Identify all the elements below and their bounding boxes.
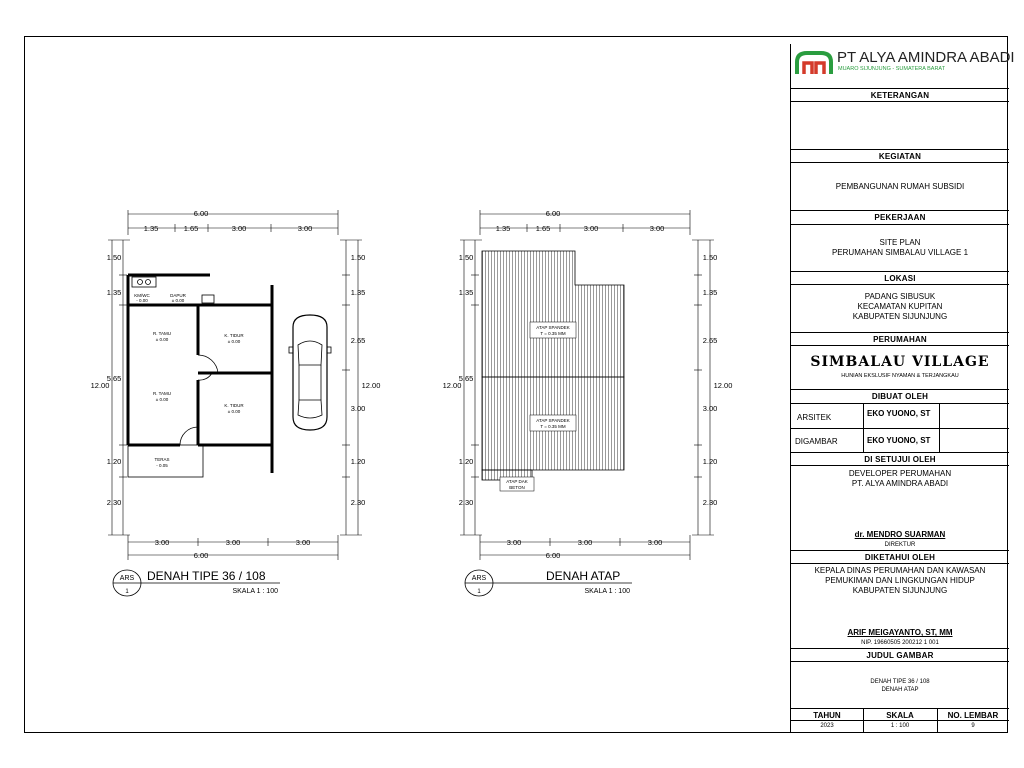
diketahui-label: DIKETAHUI OLEH bbox=[864, 553, 936, 562]
room-family-label: R. TAMU bbox=[152, 391, 172, 396]
skala-label: SKALA bbox=[886, 711, 914, 720]
kadis-name: ARIF MEIGAYANTO, ST, MM bbox=[847, 628, 953, 637]
roof-dim-left-1: 1.50 bbox=[458, 253, 474, 262]
pekerjaan-line1: SITE PLAN bbox=[879, 238, 921, 247]
room-bed2-level: ± 0.00 bbox=[227, 409, 241, 414]
roof-dim-left-4: 1.20 bbox=[458, 457, 474, 466]
lokasi-line3: KABUPATEN SIJUNJUNG bbox=[852, 312, 948, 321]
plan-tag: ARS bbox=[119, 575, 135, 582]
skala-value: 1 : 100 bbox=[890, 723, 910, 729]
company-name: PT ALYA AMINDRA ABADI bbox=[837, 49, 1015, 66]
dim-bottom-1: 3.00 bbox=[154, 538, 170, 547]
dim-top-2: 1.65 bbox=[183, 224, 199, 233]
roof-dim-bottom-total: 6.00 bbox=[545, 551, 561, 560]
room-kitchen-label: DAPUR bbox=[170, 293, 186, 298]
dibuat-label: DIBUAT OLEH bbox=[871, 392, 929, 401]
kadis-nip: NIP. 19660505 200212 1 001 bbox=[861, 640, 939, 646]
dim-left-2: 1.35 bbox=[106, 288, 122, 297]
judul-line1: DENAH TIPE 36 / 108 bbox=[870, 679, 930, 685]
roof-tag-number: 1 bbox=[477, 589, 481, 595]
dim-top-4: 3.00 bbox=[297, 224, 313, 233]
roof-dim-left-5: 2.30 bbox=[458, 498, 474, 507]
diketahui-line3: KABUPATEN SIJUNJUNG bbox=[852, 586, 948, 595]
arsitek-name: EKO YUONO, ST bbox=[867, 409, 931, 418]
setujui-line1: DEVELOPER PERUMAHAN bbox=[848, 469, 952, 478]
roof-dim-bottom-2: 3.00 bbox=[577, 538, 593, 547]
dim-right-1: 1.50 bbox=[350, 253, 366, 262]
company-location: MUARO SIJUNJUNG - SUMATERA BARAT bbox=[838, 66, 946, 72]
roof-dim-top-4: 3.00 bbox=[649, 224, 665, 233]
setujui-line2: PT. ALYA AMINDRA ABADI bbox=[851, 479, 949, 488]
dim-left-5: 2.30 bbox=[106, 498, 122, 507]
dim-left-total: 12.00 bbox=[90, 381, 110, 390]
room-family-level: ± 0.00 bbox=[155, 397, 169, 402]
director-name: dr. MENDRO SUARMAN bbox=[854, 530, 946, 539]
dim-left-4: 1.20 bbox=[106, 457, 122, 466]
roof-dim-top-3: 3.00 bbox=[583, 224, 599, 233]
roof-label-3-sub: BETON bbox=[509, 485, 525, 490]
roof-dim-right-total: 12.00 bbox=[713, 381, 733, 390]
perumahan-label: PERUMAHAN bbox=[873, 335, 927, 344]
dim-top-3: 3.00 bbox=[231, 224, 247, 233]
dim-top-1: 1.35 bbox=[143, 224, 159, 233]
roof-dim-top-2: 1.65 bbox=[535, 224, 551, 233]
kegiatan-label: KEGIATAN bbox=[878, 152, 922, 161]
dim-right-6: 2.30 bbox=[350, 498, 366, 507]
roof-scale: SKALA 1 : 100 bbox=[584, 588, 630, 595]
room-km-label: KM/WC bbox=[134, 293, 150, 298]
roof-dim-bottom-1: 3.00 bbox=[506, 538, 522, 547]
room-terrace-level: - 0.05 bbox=[156, 463, 168, 468]
diketahui-line2: PEMUKIMAN DAN LINGKUNGAN HIDUP bbox=[825, 576, 975, 585]
dim-right-5: 1.20 bbox=[350, 457, 366, 466]
kegiatan-value: PEMBANGUNAN RUMAH SUBSIDI bbox=[835, 182, 965, 191]
digambar-name: EKO YUONO, ST bbox=[867, 436, 931, 445]
company-logo-icon bbox=[795, 50, 833, 76]
room-kitchen-level: ± 0.00 bbox=[171, 298, 185, 303]
dim-right-2: 1.35 bbox=[350, 288, 366, 297]
dim-bottom-total: 6.00 bbox=[193, 551, 209, 560]
dim-left-3: 5.65 bbox=[106, 374, 122, 383]
pekerjaan-label: PEKERJAAN bbox=[874, 213, 926, 222]
roof-dim-left-3: 5.65 bbox=[458, 374, 474, 383]
lembar-label: NO. LEMBAR bbox=[947, 711, 999, 720]
plan-scale: SKALA 1 : 100 bbox=[232, 588, 278, 595]
roof-label-1: ATAP SPANDEK bbox=[536, 325, 570, 330]
roof-dim-right-1: 1.50 bbox=[702, 253, 718, 262]
perumahan-name: SIMBALAU VILLAGE bbox=[810, 354, 990, 370]
floor-plan-drawing bbox=[90, 205, 400, 605]
dim-left-1: 1.50 bbox=[106, 253, 122, 262]
roof-dim-right-5: 1.20 bbox=[702, 457, 718, 466]
roof-dim-right-2: 1.35 bbox=[702, 288, 718, 297]
dim-right-3: 2.65 bbox=[350, 336, 366, 345]
roof-dim-right-4: 3.00 bbox=[702, 404, 718, 413]
lokasi-line1: PADANG SIBUSUK bbox=[864, 292, 936, 301]
roof-plan-drawing bbox=[442, 205, 752, 605]
tahun-value: 2023 bbox=[820, 723, 834, 729]
roof-dim-left-2: 1.35 bbox=[458, 288, 474, 297]
roof-dim-top-1: 1.35 bbox=[495, 224, 511, 233]
keterangan-label: KETERANGAN bbox=[870, 91, 930, 100]
diketahui-line1: KEPALA DINAS PERUMAHAN DAN KAWASAN bbox=[814, 566, 986, 575]
roof-label-1-sub: T = 0.35 MM bbox=[540, 331, 566, 336]
roof-dim-right-6: 2.30 bbox=[702, 498, 718, 507]
room-terrace-label: TERAS bbox=[154, 457, 170, 462]
room-bed1-level: ± 0.00 bbox=[227, 339, 241, 344]
room-living-label: R. TAMU bbox=[152, 331, 172, 336]
roof-dim-top-total: 6.00 bbox=[545, 209, 561, 218]
roof-label-3: ATAP DAK bbox=[506, 479, 528, 484]
room-bed2-label: K. TIDUR bbox=[224, 403, 244, 408]
dim-bottom-2: 3.00 bbox=[225, 538, 241, 547]
dim-bottom-3: 3.00 bbox=[295, 538, 311, 547]
roof-tag: ARS bbox=[471, 575, 487, 582]
plan-tag-number: 1 bbox=[125, 589, 129, 595]
arsitek-label: ARSITEK bbox=[797, 413, 832, 422]
roof-label-2: ATAP SPANDEK bbox=[536, 418, 570, 423]
roof-dim-left-total: 12.00 bbox=[442, 381, 462, 390]
roof-dim-right-3: 2.65 bbox=[702, 336, 718, 345]
title-block bbox=[790, 44, 1015, 733]
digambar-label: DIGAMBAR bbox=[795, 437, 838, 446]
perumahan-tagline: HUNIAN EKSLUSIF NYAMAN & TERJANGKAU bbox=[841, 373, 959, 379]
lokasi-line2: KECAMATAN KUPITAN bbox=[857, 302, 943, 311]
room-km-level: - 0.00 bbox=[136, 298, 148, 303]
judul-label: JUDUL GAMBAR bbox=[866, 651, 934, 660]
tahun-label: TAHUN bbox=[813, 711, 841, 720]
dim-right-4: 3.00 bbox=[350, 404, 366, 413]
room-bed1-label: K. TIDUR bbox=[224, 333, 244, 338]
dim-top-total: 6.00 bbox=[193, 209, 209, 218]
roof-dim-bottom-3: 3.00 bbox=[647, 538, 663, 547]
plan-title: DENAH TIPE 36 / 108 bbox=[147, 569, 266, 583]
roof-title: DENAH ATAP bbox=[546, 569, 621, 583]
pekerjaan-line2: PERUMAHAN SIMBALAU VILLAGE 1 bbox=[831, 248, 969, 257]
lokasi-label: LOKASI bbox=[884, 274, 916, 283]
room-living-level: ± 0.00 bbox=[155, 337, 169, 342]
setujui-label: DI SETUJUI OLEH bbox=[864, 455, 936, 464]
lembar-value: 9 bbox=[971, 723, 975, 729]
director-title: DIREKTUR bbox=[884, 542, 916, 548]
dim-right-total: 12.00 bbox=[361, 381, 381, 390]
judul-line2: DENAH ATAP bbox=[881, 687, 919, 693]
roof-label-2-sub: T = 0.35 MM bbox=[540, 424, 566, 429]
